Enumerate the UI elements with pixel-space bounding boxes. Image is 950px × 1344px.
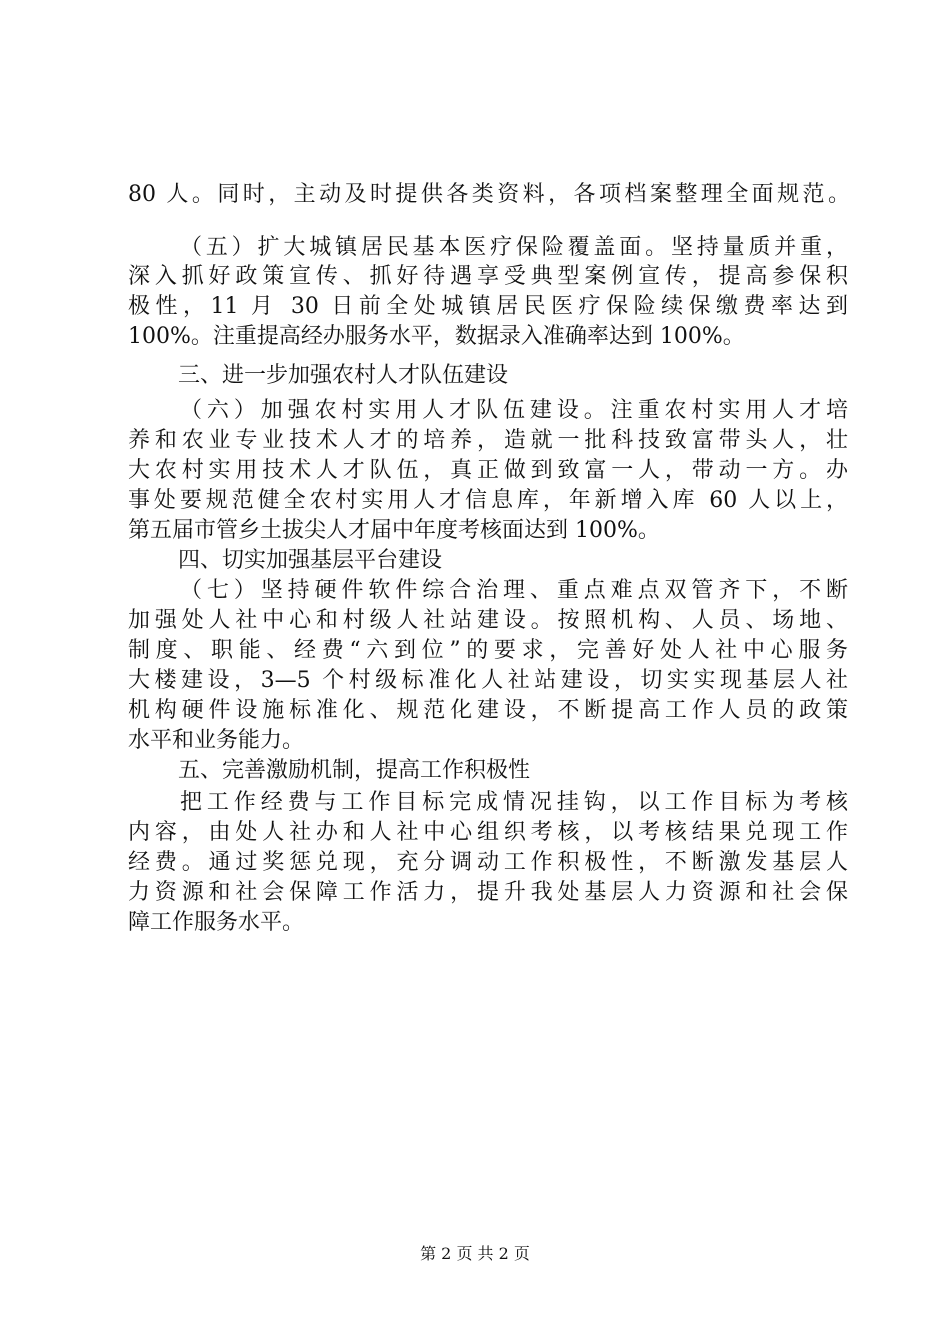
paragraph-line: 深入抓好政策宣传、抓好待遇享受典型案例宣传，提高参保积 xyxy=(128,264,848,289)
paragraph-line: （六）加强农村实用人才队伍建设。注重农村实用人才培 xyxy=(180,398,848,423)
paragraph-line: 制度、职能、经费“六到位”的要求，完善好处人社中心服务 xyxy=(128,638,848,663)
section-heading: 五、完善激励机制，提高工作积极性 xyxy=(178,758,531,783)
paragraph-line: 障工作服务水平。 xyxy=(128,910,305,935)
paragraph-line: 事处要规范健全农村实用人才信息库，年新增入库 60 人以上， xyxy=(128,488,848,513)
section-heading: 三、进一步加强农村人才队伍建设 xyxy=(178,363,509,388)
paragraph-line: 经费。通过奖惩兑现，充分调动工作积极性，不断激发基层人 xyxy=(128,850,848,875)
paragraph-line: 大农村实用技术人才队伍，真正做到致富一人，带动一方。办 xyxy=(128,458,848,483)
paragraph-line: 第五届市管乡土拔尖人才届中年度考核面达到 100%。 xyxy=(128,518,660,543)
paragraph-line: 水平和业务能力。 xyxy=(128,728,305,753)
paragraph-line: 养和农业专业技术人才的培养，造就一批科技致富带头人，壮 xyxy=(128,428,848,453)
paragraph-line: 机构硬件设施标准化、规范化建设，不断提高工作人员的政策 xyxy=(128,698,848,723)
paragraph-line: 加强处人社中心和村级人社站建设。按照机构、人员、场地、 xyxy=(128,608,848,633)
section-heading: 四、切实加强基层平台建设 xyxy=(178,548,443,573)
paragraph-line: （五）扩大城镇居民基本医疗保险覆盖面。坚持量质并重， xyxy=(180,235,848,260)
paragraph-line: 力资源和社会保障工作活力，提升我处基层人力资源和社会保 xyxy=(128,880,848,905)
paragraph-line: 把工作经费与工作目标完成情况挂钩，以工作目标为考核 xyxy=(180,790,848,815)
page-number-footer: 第 2 页 共 2 页 xyxy=(420,1244,530,1263)
paragraph-line: 80 人。同时，主动及时提供各类资料，各项档案整理全面规范。 xyxy=(128,182,850,207)
paragraph-line: （七）坚持硬件软件综合治理、重点难点双管齐下，不断 xyxy=(180,578,848,603)
paragraph-line: 100%。注重提高经办服务水平，数据录入准确率达到 100%。 xyxy=(128,324,745,349)
paragraph-line: 内容，由处人社办和人社中心组织考核，以考核结果兑现工作 xyxy=(128,820,848,845)
paragraph-line: 大楼建设，3—5 个村级标准化人社站建设，切实实现基层人社 xyxy=(128,668,848,693)
paragraph-line: 极性，11 月 30 日前全处城镇居民医疗保险续保缴费率达到 xyxy=(128,294,848,319)
